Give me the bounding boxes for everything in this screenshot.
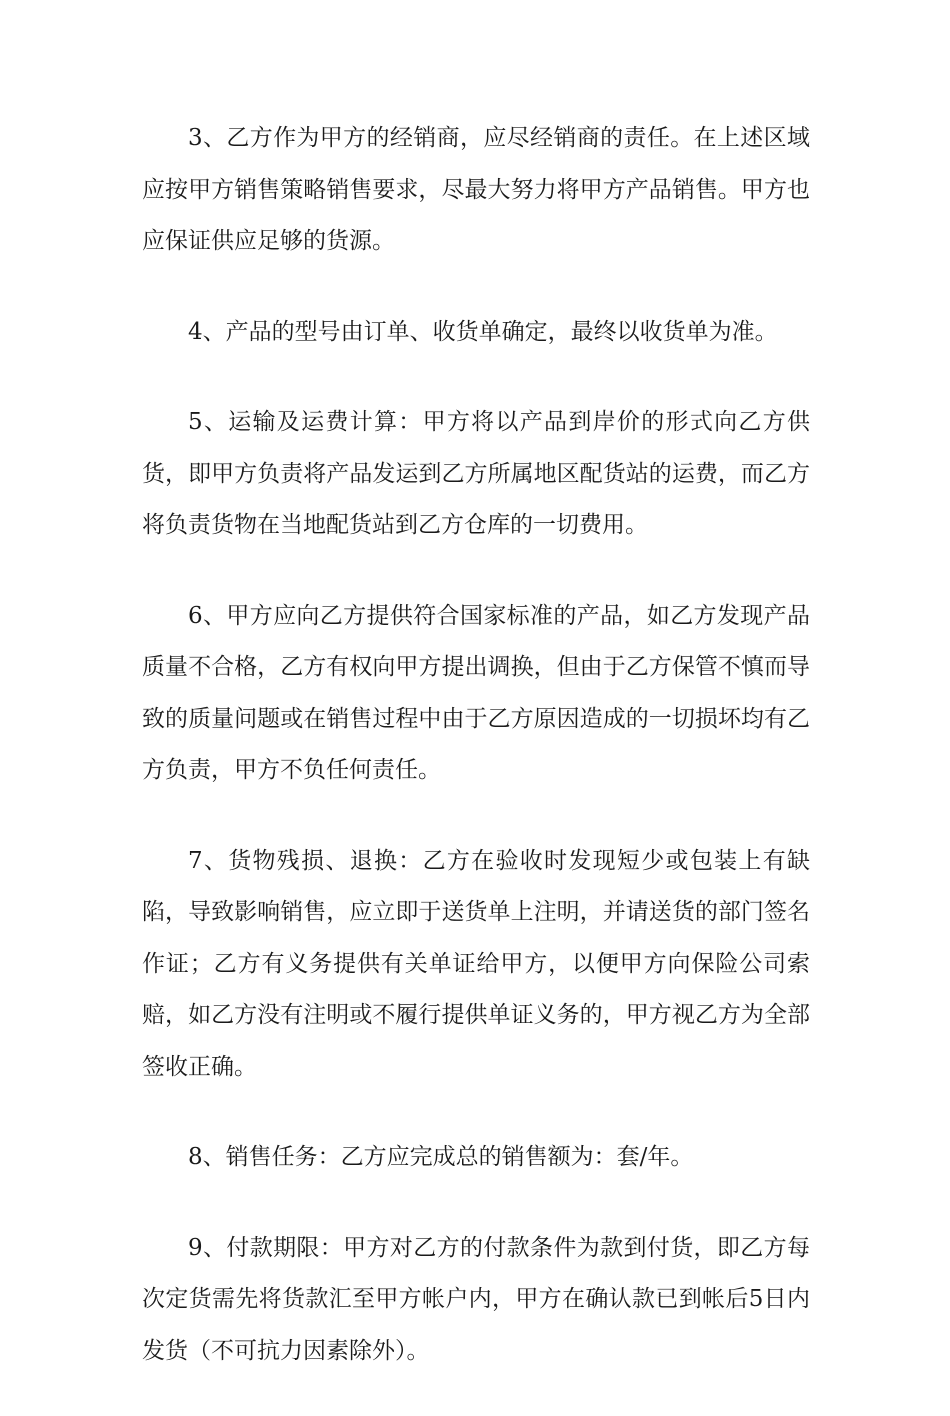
clause-7: 7、货物残损、退换：乙方在验收时发现短少或包装上有缺陷，导致影响销售，应立即于送货单上注明，并请送货的部门签名作证；乙方有义务提供有关单证给甲方，以便甲方向保险公司索赔，如乙方没有注明或不履行提供单证义务的，甲方视乙方为全部签收正确。 — [142, 847, 810, 1080]
document-body — [142, 113, 810, 1416]
clause-5: 5、运输及运费计算：甲方将以产品到岸价的形式向乙方供货，即甲方负责将产品发运到乙方所属地区配货站的运费，而乙方将负责货物在当地配货站到乙方仓库的一切费用。 — [142, 409, 810, 538]
clause-8: 8、销售任务：乙方应完成总的销售额为：套/年。 — [188, 1144, 694, 1170]
clause-9: 9、付款期限：甲方对乙方的付款条件为款到付货，即乙方每次定货需先将货款汇至甲方帐户内，甲方在确认款已到帐后5日内发货（不可抗力因素除外）。 — [142, 1234, 810, 1364]
clause-3: 3、乙方作为甲方的经销商，应尽经销商的责任。在上述区域应按甲方销售策略销售要求，尽最大努力将甲方产品销售。甲方也应保证供应足够的货源。 — [142, 125, 810, 254]
clause-4: 4、产品的型号由订单、收货单确定，最终以收货单为准。 — [188, 318, 778, 345]
clause-6: 6、甲方应向乙方提供符合国家标准的产品，如乙方发现产品质量不合格，乙方有权向甲方提出调换，但由于乙方保管不慎而导致的质量问题或在销售过程中由于乙方原因造成的一切损坏均有乙方负责，甲方不负任何责任。 — [142, 602, 810, 783]
